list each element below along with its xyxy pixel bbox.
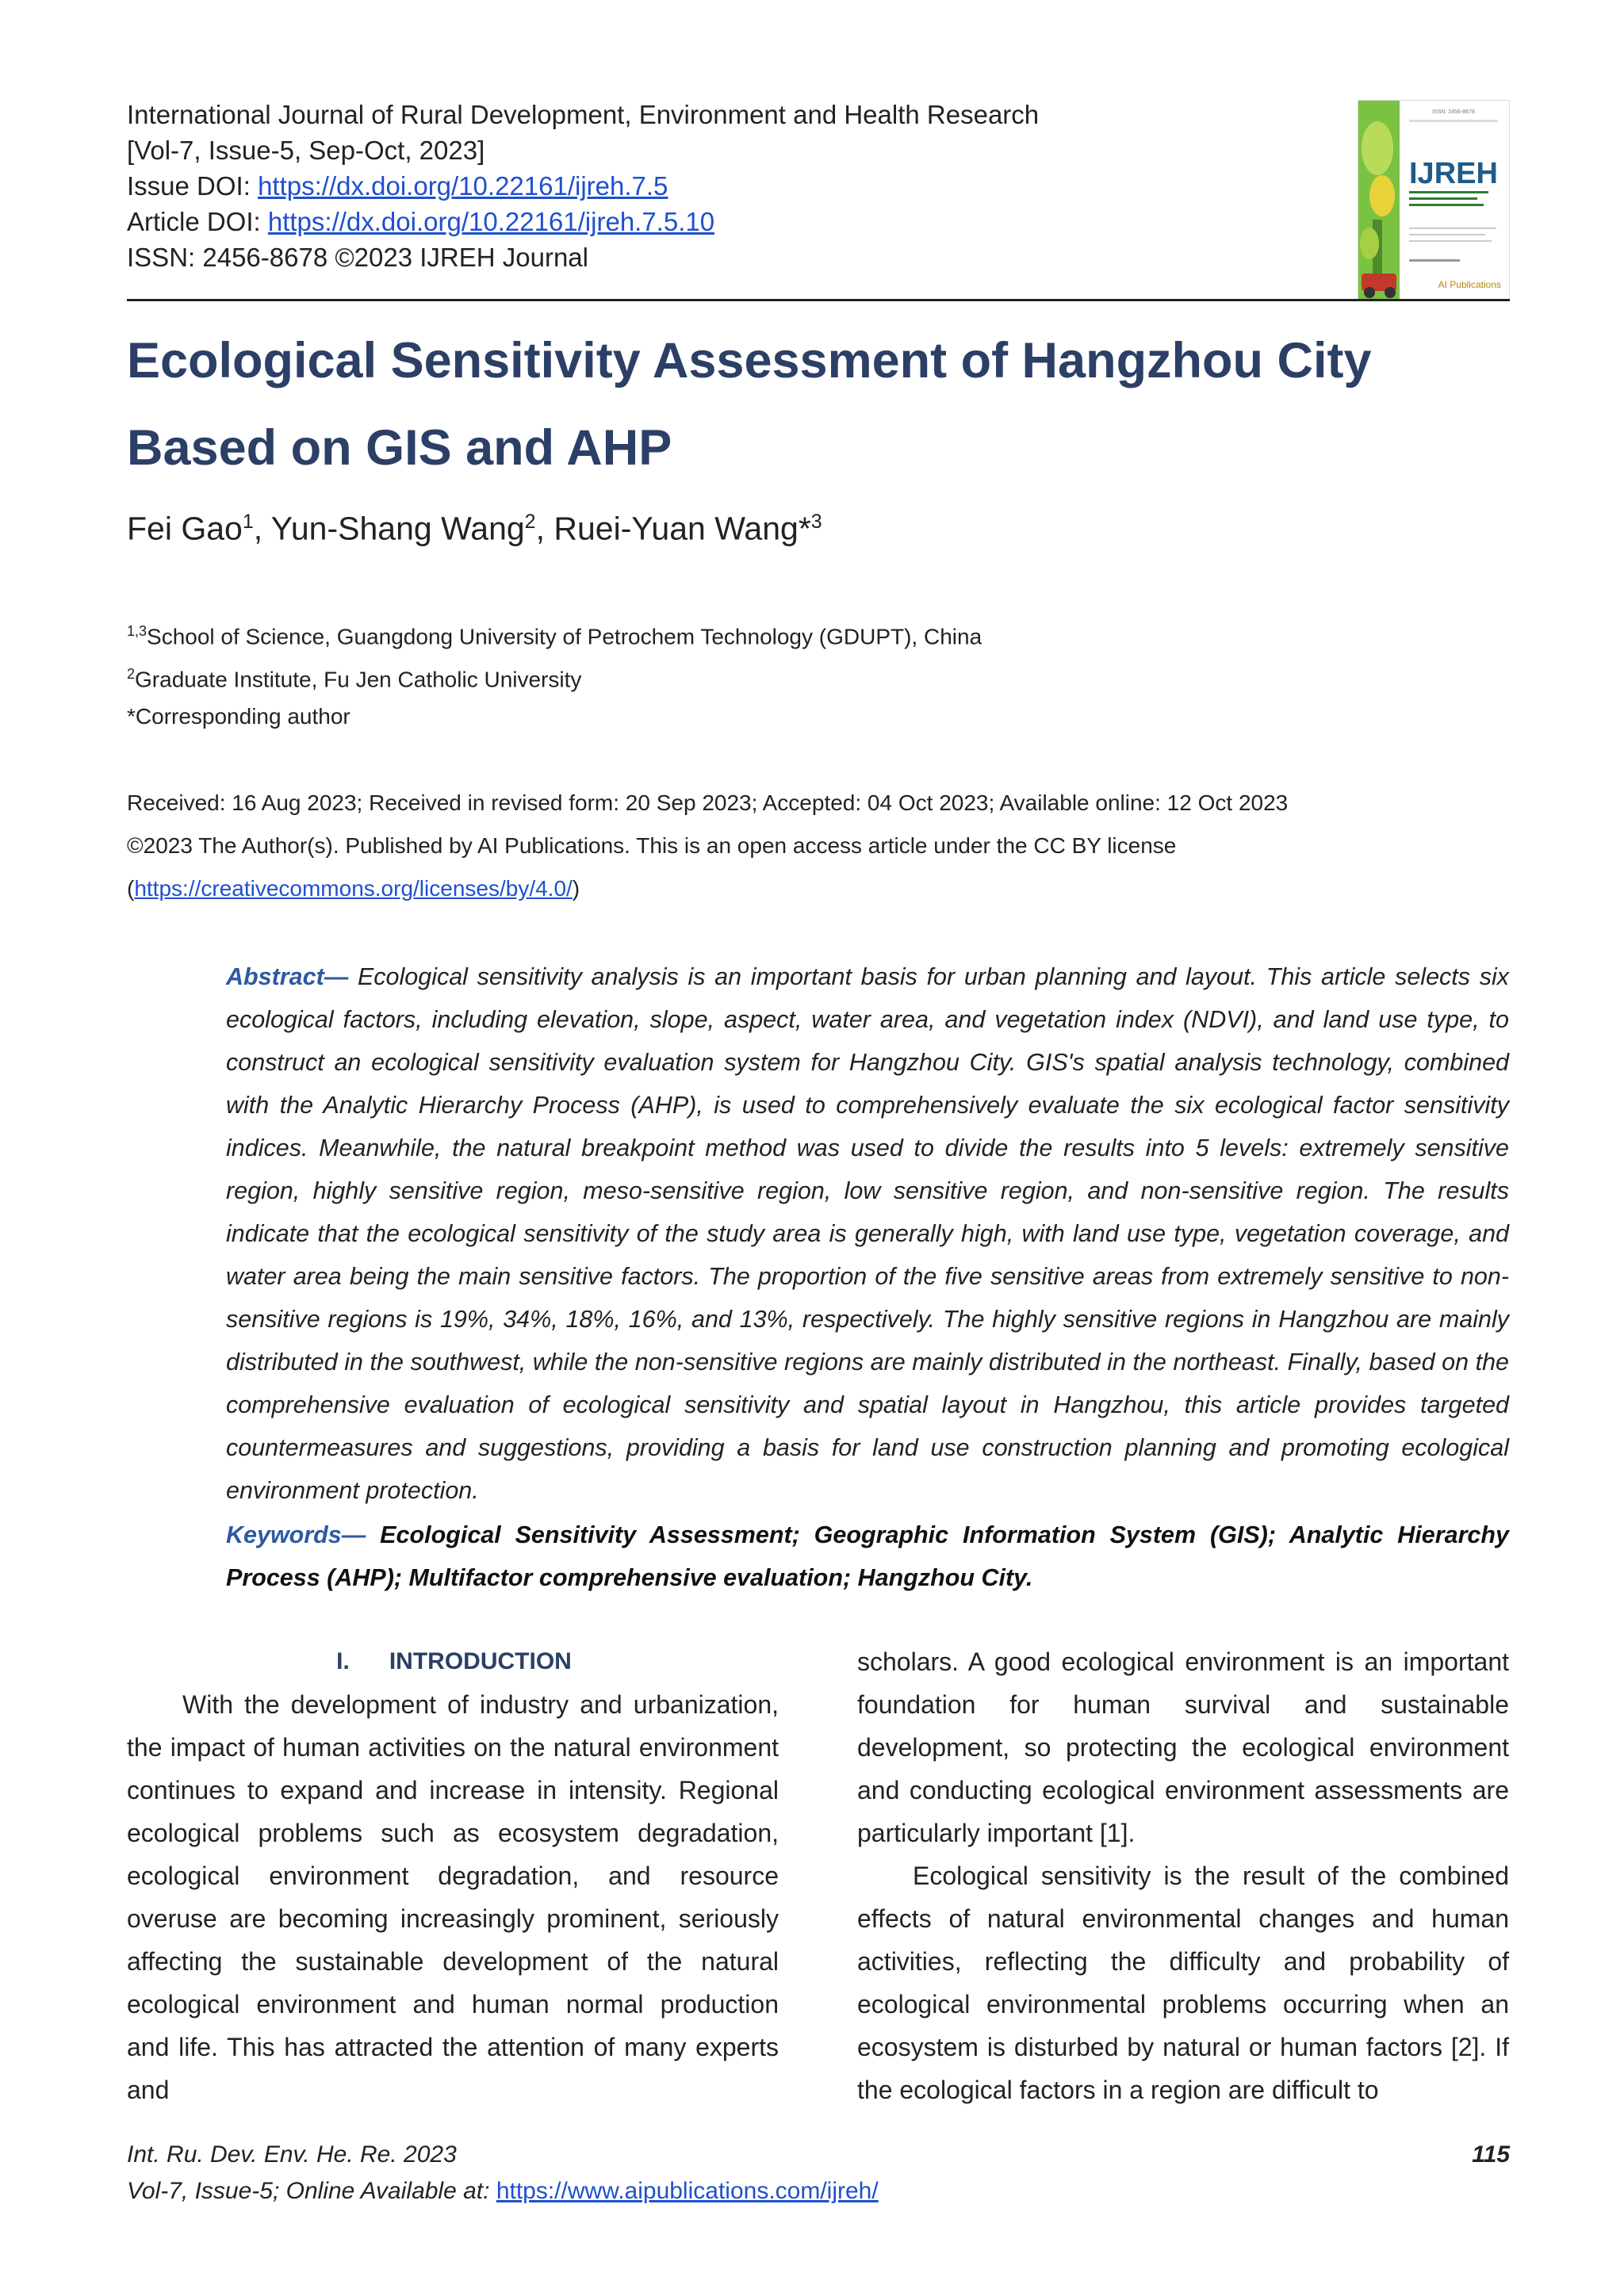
- license-link[interactable]: https://creativecommons.org/licenses/by/4.0/: [134, 876, 573, 901]
- author-3: Ruei-Yuan Wang*: [553, 510, 811, 547]
- cover-issn: ISSN: 2456-8678: [1432, 109, 1475, 115]
- journal-cover-image: [1358, 100, 1510, 301]
- author-list: Fei Gao$^1$, Yun-Shang Wang$^2$, Ruei-Yuan Wang*$^3$: [127, 510, 822, 547]
- body-column-left: [127, 1683, 779, 2111]
- author-1-sup: 1: [242, 511, 254, 533]
- license-text: ©2023 The Author(s). Published by AI Publications. This is an open access article under the CC BY license: [127, 833, 1177, 858]
- affiliation-2: [127, 658, 1522, 695]
- keywords-dash: —: [341, 1521, 381, 1548]
- header-divider: [127, 299, 1510, 301]
- license-link-line: [127, 873, 1522, 905]
- license-open-paren: (: [127, 876, 135, 901]
- paper-title: Ecological Sensitivity Assessment of Hangzhou City Based on GIS and AHP: [127, 333, 1372, 476]
- affiliation-1-sup: 1,3: [127, 623, 147, 639]
- article-doi-label: Article DOI:: [127, 207, 268, 236]
- section-heading-introduction: [127, 1640, 781, 1683]
- abstract: [226, 955, 1509, 1512]
- article-doi-line: [127, 204, 1316, 239]
- footer-online-line: [127, 2173, 879, 2210]
- footer-vol-label: Vol-7, Issue-5; Online Available at:: [127, 2178, 496, 2204]
- intro-paragraph-1: With the development of industry and urbanization, the impact of human activities on the natural environment continues to expand and increase in intensity. Regional ecological problems such as ecosystem degradation, ecological environment degradation, and resource overuse are becoming increasingly prominent, seriously affecting the sustainable development of the natural ecological environment and human normal production and life. This has attracted the attention of many experts and: [127, 1690, 779, 2104]
- abstract-label: Abstract: [226, 963, 324, 990]
- affiliation-2-sup: 2: [127, 666, 136, 682]
- author-3-sup: 3: [810, 511, 822, 533]
- corresponding-author: *Corresponding author: [127, 704, 350, 729]
- journal-name: International Journal of Rural Development, Environment and Health Research: [127, 100, 1040, 129]
- issn-line: ISSN: 2456-8678 ©2023 IJREH Journal: [127, 243, 588, 272]
- abstract-dash: —: [324, 963, 358, 990]
- section-number: I.: [336, 1648, 350, 1674]
- issue-doi-link[interactable]: https://dx.doi.org/10.22161/ijreh.7.5: [258, 171, 668, 201]
- section-title: INTRODUCTION: [389, 1648, 572, 1674]
- keywords-text: Ecological Sensitivity Assessment; Geographic Information System (GIS); Analytic Hierarchy Process (AHP); Multifactor comprehensive evaluation; Hangzhou City.: [226, 1521, 1509, 1591]
- cover-publisher: AI Publications: [1438, 279, 1501, 290]
- footer-url-link[interactable]: https://www.aipublications.com/ijreh/: [496, 2178, 879, 2204]
- cover-logo: IJREH: [1409, 157, 1498, 190]
- author-1: Fei Gao: [127, 510, 243, 547]
- keywords-label: Keywords: [226, 1521, 342, 1548]
- volume-issue: [Vol-7, Issue-5, Sep-Oct, 2023]: [127, 136, 485, 165]
- intro-paragraph-2: Ecological sensitivity is the result of the combined effects of natural environmental changes and human activities, reflecting the difficulty and probability of ecological environmental problems occurring when an ecosystem is disturbed by natural or human factors [2]. If the ecological factors in a region are difficult to: [857, 1862, 1509, 2104]
- author-2-sup: 2: [524, 511, 536, 533]
- intro-paragraph-1-continued: scholars. A good ecological environment is an important foundation for human survival and sustainable development, so protecting the ecological environment and conducting ecological environment assessments are particularly important [1].: [857, 1647, 1509, 1847]
- article-doi-link[interactable]: https://dx.doi.org/10.22161/ijreh.7.5.10: [267, 207, 715, 236]
- footer-journal-abbrev: Int. Ru. Dev. Env. He. Re. 2023: [127, 2141, 457, 2168]
- author-2: Yun-Shang Wang: [270, 510, 525, 547]
- affiliation-2-text: Graduate Institute, Fu Jen Catholic University: [135, 667, 582, 692]
- journal-cover-graphic: [1358, 101, 1509, 300]
- page-number: 115: [1472, 2141, 1510, 2168]
- body-column-right: [857, 1640, 1509, 2111]
- issue-doi-line: [127, 168, 1316, 204]
- affiliation-1: [127, 615, 1522, 652]
- keywords: [226, 1513, 1509, 1599]
- issue-doi-label: Issue DOI:: [127, 171, 259, 201]
- journal-header: [127, 97, 1316, 275]
- page-footer: [127, 2137, 879, 2210]
- license-close-paren: ): [572, 876, 580, 901]
- affiliation-1-text: School of Science, Guangdong University of Petrochem Technology (GDUPT), China: [147, 624, 982, 649]
- abstract-text: Ecological sensitivity analysis is an important basis for urban planning and layout. This article selects six ecological factors, including elevation, slope, aspect, water area, and vegetation index (NDVI), and land use type, to construct an ecological sensitivity evaluation system for Hangzhou City. GIS's spatial analysis technology, combined with the Analytic Hierarchy Process (AHP), is used to comprehensively evaluate the six ecological factor sensitivity indices. Meanwhile, the natural breakpoint method was used to divide the results into 5 levels: extremely sensitive region, highly sensitive region, meso-sensitive region, low sensitive region, and non-sensitive region. The results indicate that the ecological sensitivity of the study area is generally high, with land use type, vegetation coverage, and water area being the main sensitive factors. The proportion of the five sensitive areas from extremely sensitive to non-sensitive regions is 19%, 34%, 18%, 16%, and 13%, respectively. The highly sensitive regions in Hangzhou are mainly distributed in the southwest, while the non-sensitive regions are mainly distributed in the northeast. Finally, based on the comprehensive evaluation of ecological sensitivity and spatial layout in Hangzhou, this article provides targeted countermeasures and suggestions, providing a basis for land use construction planning and promoting ecological environment protection.: [226, 963, 1509, 1504]
- article-dates: Received: 16 Aug 2023; Received in revised form: 20 Sep 2023; Accepted: 04 Oct 2023; Available online: 12 Oct 2023: [127, 790, 1289, 815]
